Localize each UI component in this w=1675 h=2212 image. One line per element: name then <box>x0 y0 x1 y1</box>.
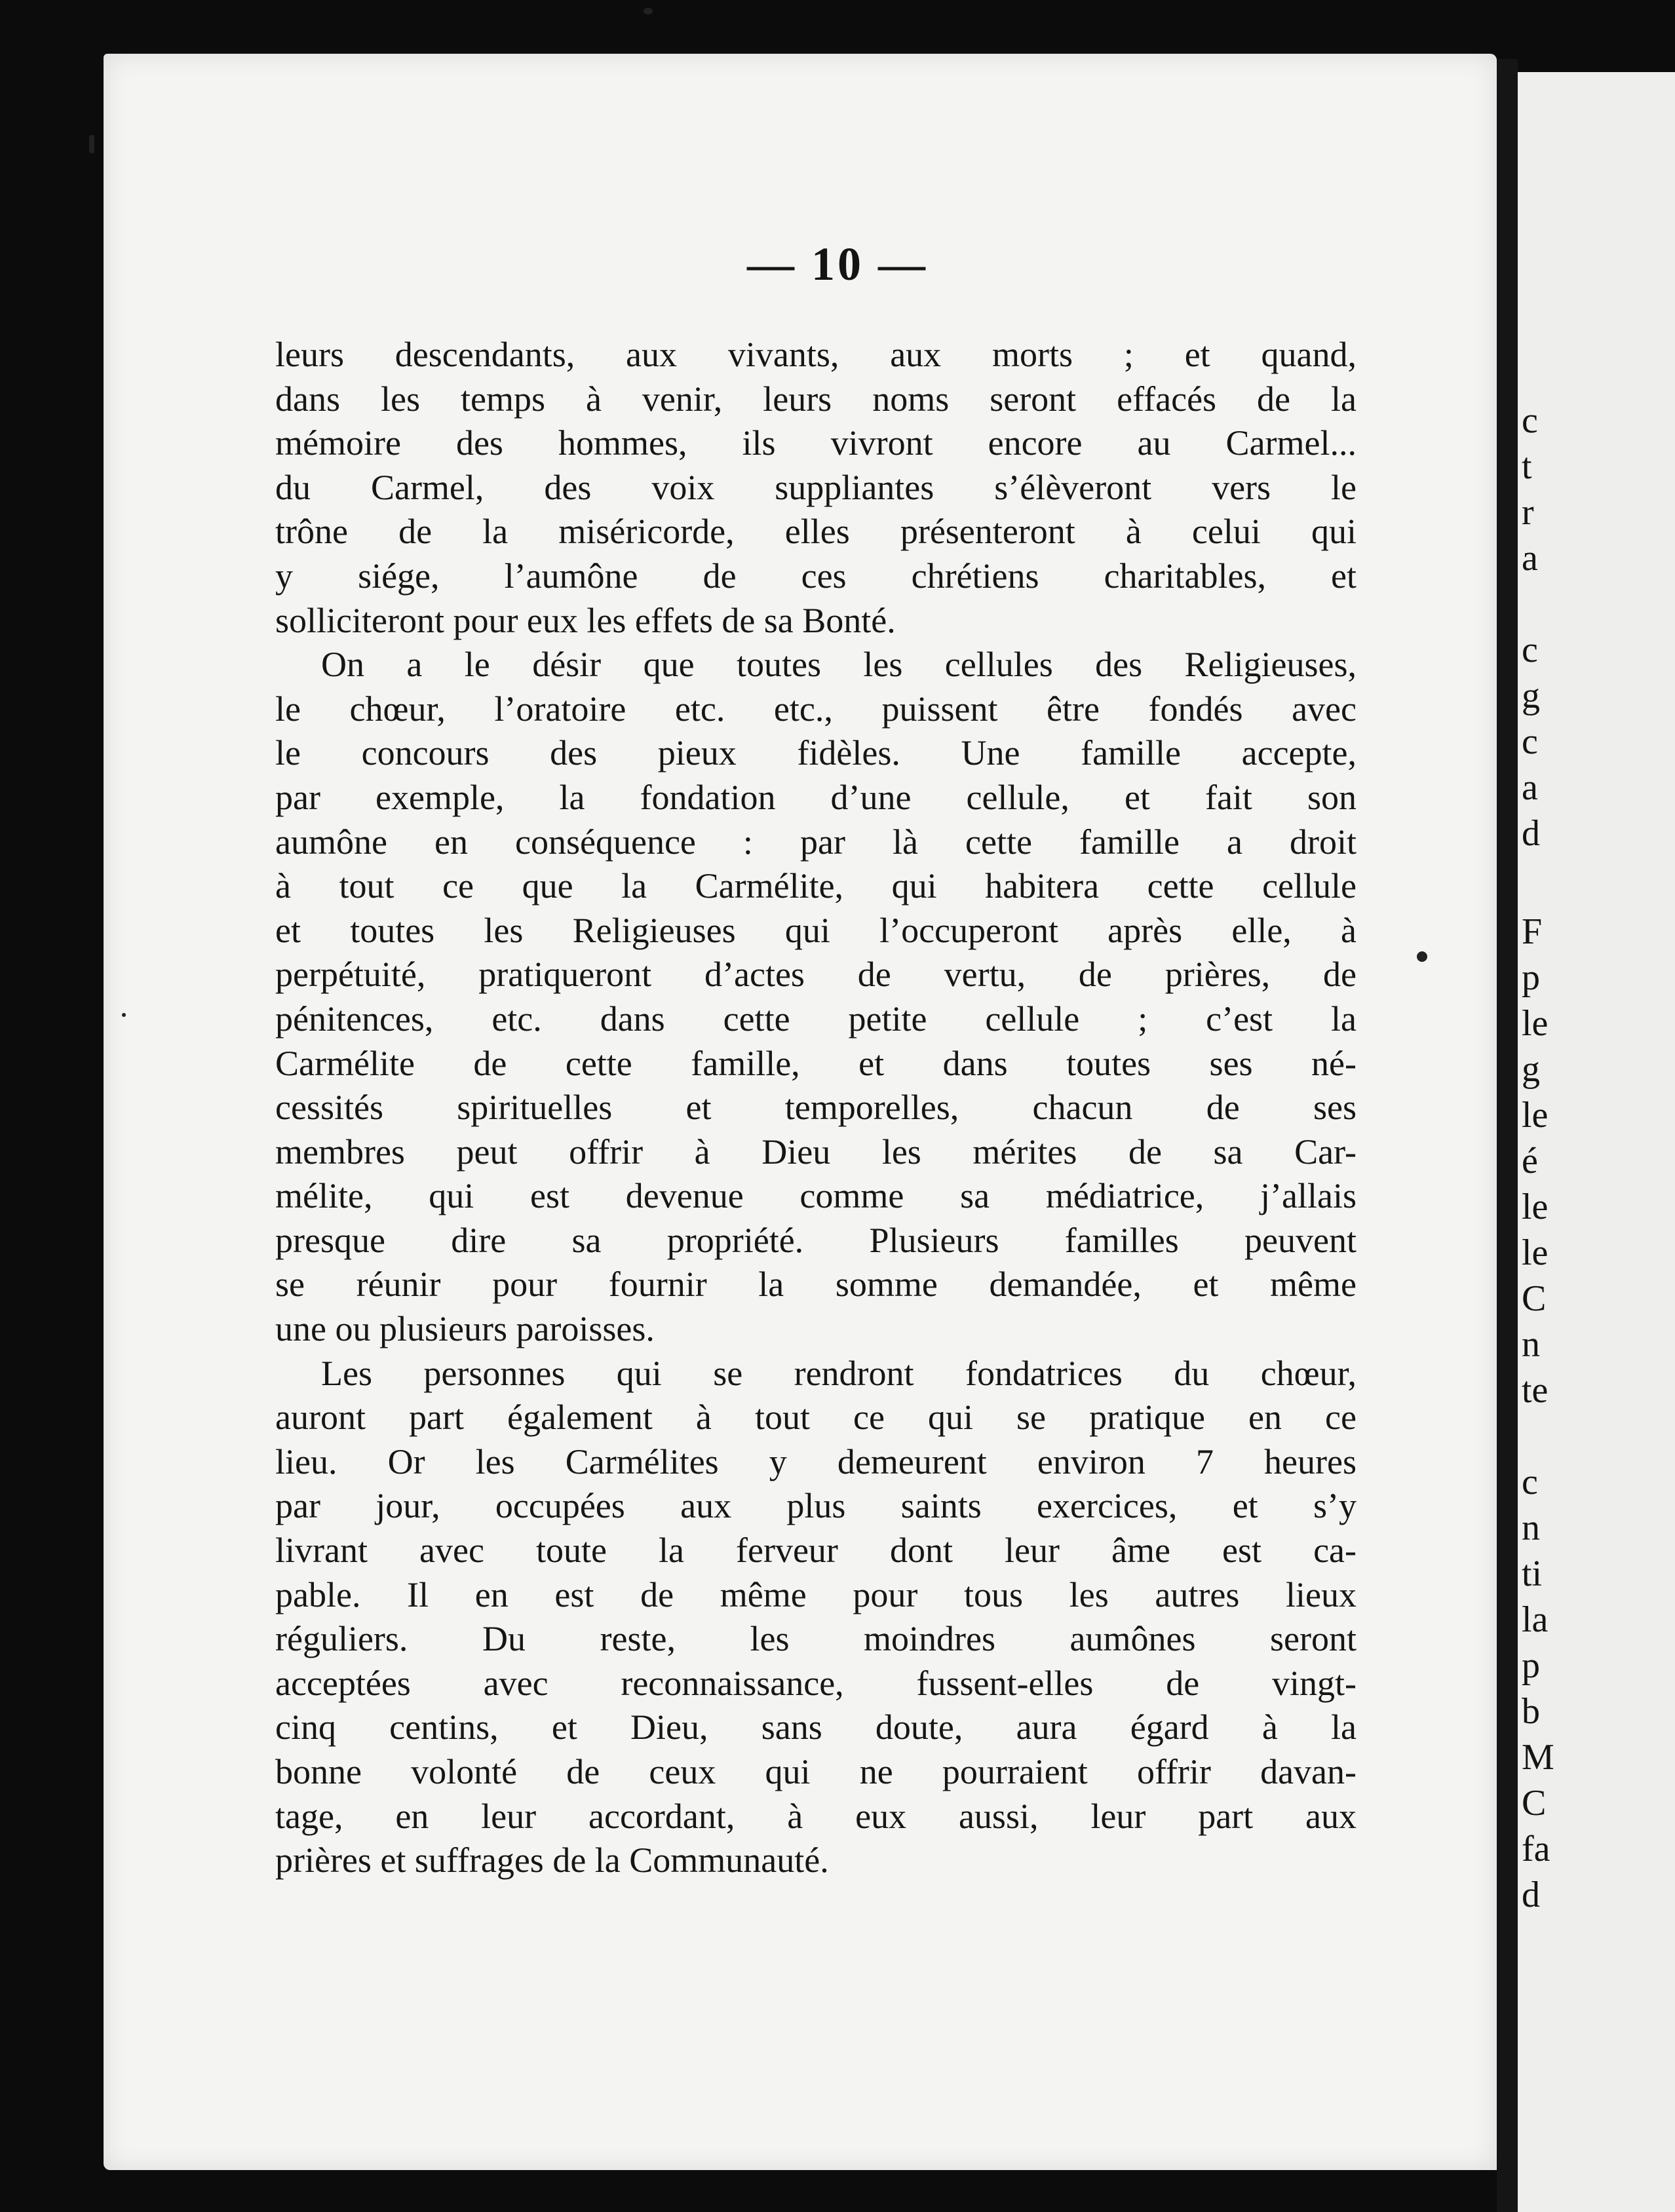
scan-speck <box>1417 951 1427 962</box>
facing-page-fragment: le <box>1522 1232 1549 1273</box>
facing-page-fragment: a <box>1522 538 1538 579</box>
text-line: acceptées avec reconnaissance, fussent-elles de vingt- <box>275 1663 1357 1703</box>
text-line: pable. Il en est de même pour tous les autres lieux <box>275 1574 1357 1614</box>
book-gutter <box>1497 59 1518 2212</box>
facing-page-fragment: c <box>1522 721 1538 762</box>
facing-page-fragment: F <box>1522 911 1543 952</box>
scan-speck <box>89 135 94 153</box>
facing-page-fragment: t <box>1522 446 1532 487</box>
facing-page-fragment: c <box>1522 400 1538 441</box>
facing-page-edge <box>1518 72 1675 2212</box>
paragraph <box>275 1352 1357 1883</box>
facing-page-fragment: le <box>1522 1095 1549 1135</box>
text-line: trône de la miséricorde, elles présenteront à celui qui <box>275 512 1357 552</box>
scan-speck <box>122 1013 126 1017</box>
facing-page-fragment: le <box>1522 1187 1549 1227</box>
text-line: Carmélite de cette famille, et dans toutes ses né- <box>275 1043 1357 1083</box>
paragraph <box>275 643 1357 1352</box>
facing-page-fragment: le <box>1522 1003 1549 1044</box>
facing-page-fragment: r <box>1522 492 1534 533</box>
facing-page-fragment: te <box>1522 1370 1549 1411</box>
text-line: perpétuité, pratiqueront d’actes de vertu, de prières, de <box>275 955 1357 995</box>
text-line: une ou plusieurs paroisses. <box>275 1309 655 1349</box>
text-line: cinq centins, et Dieu, sans doute, aura égard à la <box>275 1707 1357 1747</box>
text-line: par jour, occupées aux plus saints exercices, et s’y <box>275 1486 1357 1526</box>
facing-page-fragment: la <box>1522 1599 1549 1640</box>
facing-page-fragment: C <box>1522 1783 1547 1823</box>
facing-page-fragment: n <box>1522 1508 1540 1548</box>
text-line: lieu. Or les Carmélites y demeurent environ 7 heures <box>275 1441 1357 1481</box>
facing-page-fragment: b <box>1522 1691 1540 1732</box>
text-line: presque dire sa propriété. Plusieurs familles peuvent <box>275 1220 1357 1260</box>
facing-page-fragment: p <box>1522 957 1540 998</box>
text-line: Les personnes qui se rendront fondatrices du chœur, <box>321 1353 1357 1393</box>
text-line: dans les temps à venir, leurs noms seront effacés de la <box>275 379 1357 419</box>
text-line: prières et suffrages de la Communauté. <box>275 1840 829 1880</box>
paragraph <box>275 333 1357 643</box>
facing-page-fragment: n <box>1522 1324 1540 1365</box>
facing-page-fragment: M <box>1522 1737 1554 1778</box>
facing-page-fragment: C <box>1522 1278 1547 1319</box>
facing-page-fragment: p <box>1522 1645 1540 1686</box>
page-number: — 10 — <box>747 238 928 290</box>
facing-page-fragment: fa <box>1522 1829 1550 1869</box>
text-line: membres peut offrir à Dieu les mérites de sa Car- <box>275 1132 1357 1172</box>
text-line: pénitences, etc. dans cette petite cellule ; c’est la <box>275 999 1357 1039</box>
text-line: y siége, l’aumône de ces chrétiens charitables, et <box>275 556 1357 596</box>
text-line: solliciteront pour eux les effets de sa Bonté. <box>275 600 896 640</box>
text-line: On a le désir que toutes les cellules des Religieuses, <box>321 645 1357 685</box>
text-line: par exemple, la fondation d’une cellule, et fait son <box>275 777 1357 817</box>
text-line: mémoire des hommes, ils vivront encore au Carmel... <box>275 423 1357 463</box>
facing-page-fragment: g <box>1522 1049 1540 1090</box>
facing-page-fragment: d <box>1522 813 1540 854</box>
text-line: bonne volonté de ceux qui ne pourraient offrir davan- <box>275 1752 1357 1791</box>
text-line: aumône en conséquence : par là cette famille a droit <box>275 822 1357 862</box>
text-line: à tout ce que la Carmélite, qui habitera cette cellule <box>275 866 1357 906</box>
scan-speck <box>644 8 653 14</box>
text-line: et toutes les Religieuses qui l’occuperont après elle, à <box>275 910 1357 950</box>
facing-page-fragment: d <box>1522 1875 1540 1915</box>
text-line: le concours des pieux fidèles. Une famille accepte, <box>275 733 1357 773</box>
text-line: le chœur, l’oratoire etc. etc., puissent être fondés avec <box>275 689 1357 729</box>
text-line: du Carmel, des voix suppliantes s’élèveront vers le <box>275 467 1357 507</box>
facing-page-fragment: ti <box>1522 1554 1543 1594</box>
text-line: auront part également à tout ce qui se pratique en ce <box>275 1398 1357 1438</box>
facing-page-fragment: a <box>1522 767 1538 808</box>
text-line: livrant avec toute la ferveur dont leur âme est ca- <box>275 1531 1357 1571</box>
text-line: mélite, qui est devenue comme sa médiatrice, j’allais <box>275 1176 1357 1216</box>
text-line: se réunir pour fournir la somme demandée, et même <box>275 1265 1357 1305</box>
text-line: réguliers. Du reste, les moindres aumônes seront <box>275 1619 1357 1659</box>
facing-page-fragment: g <box>1522 676 1540 716</box>
facing-page-fragment: é <box>1522 1141 1538 1181</box>
facing-page-fragment: c <box>1522 630 1538 670</box>
body-text <box>275 333 1357 1883</box>
text-line: cessités spirituelles et temporelles, chacun de ses <box>275 1088 1357 1128</box>
text-line: tage, en leur accordant, à eux aussi, leur part aux <box>275 1796 1357 1836</box>
facing-page-fragment: c <box>1522 1462 1538 1502</box>
text-line: leurs descendants, aux vivants, aux morts ; et quand, <box>275 335 1357 374</box>
